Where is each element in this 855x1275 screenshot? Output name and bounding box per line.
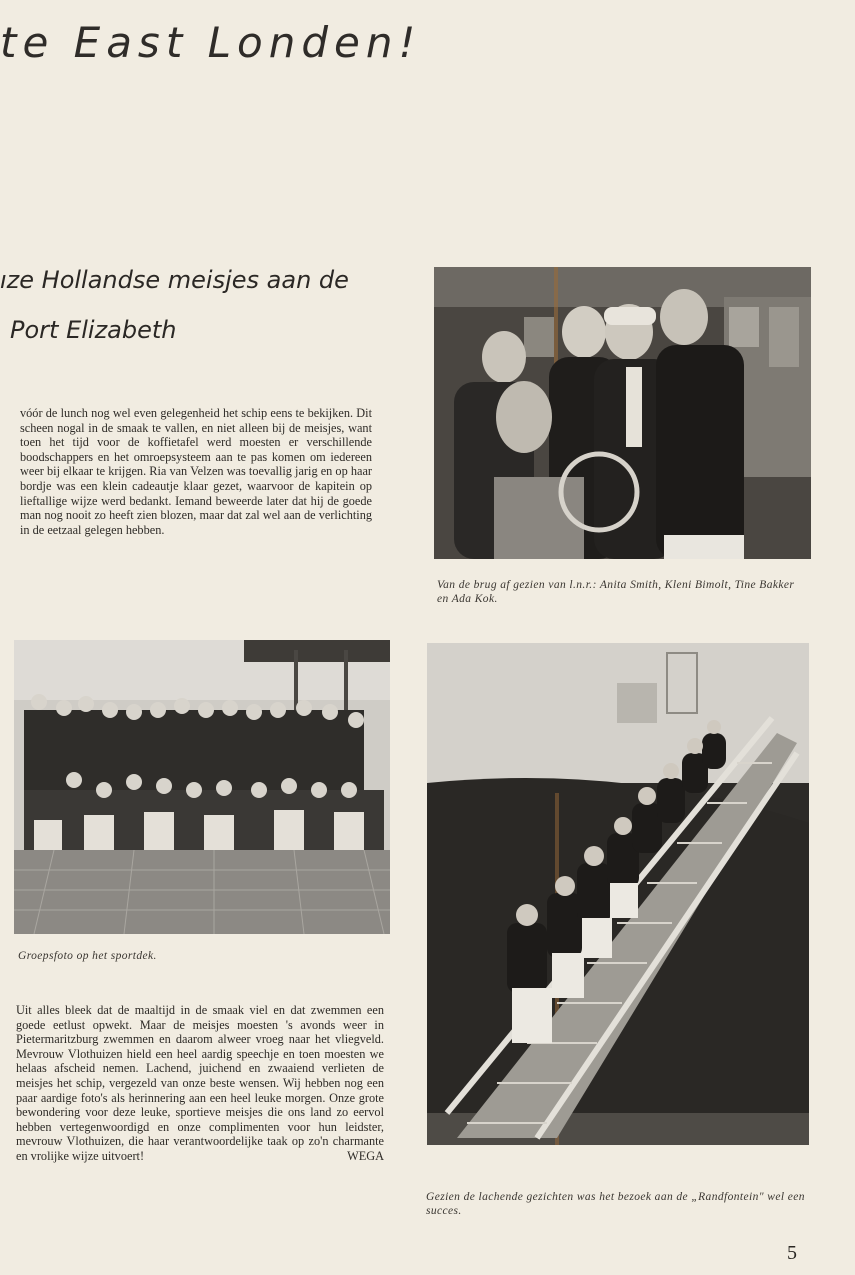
article-title-line-2: Port Elizabeth — [10, 316, 177, 344]
author-signature: WEGA — [347, 1148, 384, 1163]
gangway-photo — [427, 643, 809, 1145]
article-paragraph-2 — [16, 1003, 384, 1164]
bridge-photo — [434, 267, 811, 559]
gangway-photo-caption: Gezien de lachende gezichten was het bezoek aan de „Randfontein" wel een succes. — [426, 1191, 805, 1217]
group-photo-caption: Groepsfoto op het sportdek. — [18, 950, 157, 962]
handwritten-annotation: te East Londen! — [0, 18, 422, 67]
bridge-photo-caption: Van de brug af gezien van l.n.r.: Anita Smith, Kleni Bimolt, Tine Bakker en Ada Kok. — [437, 579, 795, 605]
page-number: 5 — [787, 1242, 797, 1264]
group-photo — [14, 640, 390, 934]
gangway-photo-illustration — [427, 643, 809, 1145]
article-paragraph-1: vóór de lunch nog wel even gelegenheid het schip eens te bekijken. Dit scheen nogal in de smaak te vallen, en niet alleen bij de meisjes, want toen het tijd voor de koffietafel werd moesten er verschillende boodschappers en het omroepsysteem aan te pas komen om iedereen weer bij elkaar te krijgen. Ria van Velzen was toevallig jarig en op haar bordje was een klein cadeautje klaar gezet, waarvoor de kapitein op lieftallige wijze werd bedankt. Iemand beweerde later dat hij de goede man nog nooit zo heeft zien blozen, maar dat zal wel aan de verlichting in de eetzaal gelegen hebben. — [20, 406, 372, 537]
article-paragraph-2-text: Uit alles bleek dat de maaltijd in de smaak viel en dat zwemmen een goede eetlust opwekt. Maar de meisjes moesten 's avonds weer in Pietermaritzburg zwemmen en daarom alweer vroeg naar het vliegveld. Mevrouw Vlothuizen hield een heel aardig speechje en toen moesten we helaas afscheid nemen. Lachend, juichend en zwaaiend verlieten de meisjes het schip, vergezeld van onze beste wensen. Wij hebben nog een paar aardige foto's als herinnering aan een heel leuke morgen. Onze grote bewondering voor deze leuke, sportieve meisjes die ons land zo eervol hebben vertegenwoordigd en onze complimenten voor hun leidster, mevrouw Vlothuizen, die haar verantwoordelijke taak op zo'n charmante en vrolijke wijze uitvoert! — [16, 1003, 384, 1163]
group-photo-illustration — [14, 640, 390, 934]
bridge-photo-illustration — [434, 267, 811, 559]
article-title-line-1: ıze Hollandse meisjes aan de — [0, 266, 349, 294]
